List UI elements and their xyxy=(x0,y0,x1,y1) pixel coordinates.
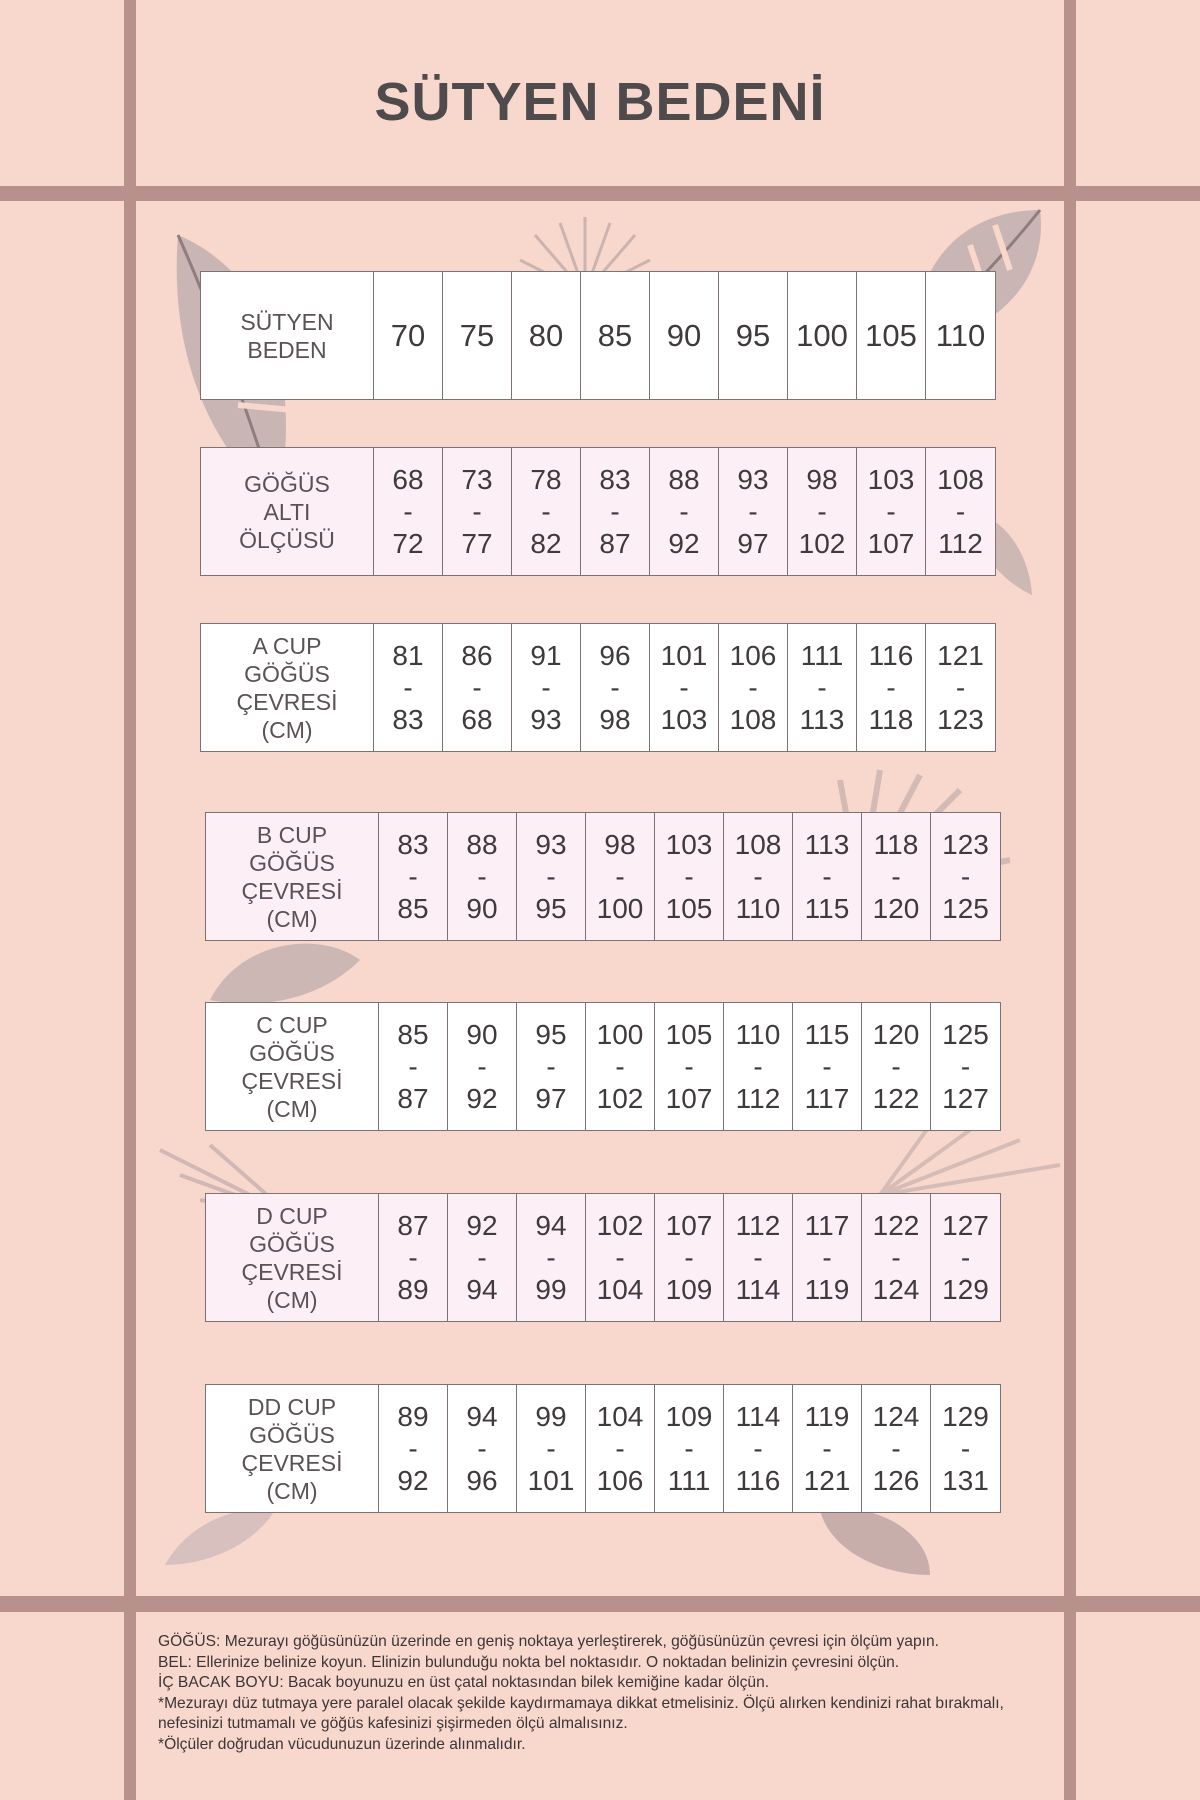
range-separator: - xyxy=(960,860,971,892)
range-start: 113 xyxy=(804,828,850,860)
range-start: 109 xyxy=(665,1400,713,1432)
row-label: B CUP GÖĞÜS ÇEVRESİ (CM) xyxy=(206,813,379,940)
range-end: 112 xyxy=(735,1082,781,1114)
value-cell xyxy=(857,448,926,575)
range-start: 78 xyxy=(530,463,562,495)
range-start: 73 xyxy=(461,463,493,495)
range-end: 95 xyxy=(535,892,567,924)
range-separator: - xyxy=(615,860,625,892)
range-end: 109 xyxy=(665,1273,713,1305)
value-cell xyxy=(512,624,581,751)
range-separator: - xyxy=(546,1432,556,1464)
note-gogus: GÖĞÜS: Mezurayı göğüsünüzün üzerinde en geniş noktaya yerleştirerek, göğüsünüzün çevresi için ölçüm yapın. xyxy=(158,1633,939,1650)
range-separator: - xyxy=(753,1050,763,1082)
size-table-d-cup xyxy=(205,1193,1001,1322)
range-start: 99 xyxy=(535,1400,567,1432)
range-end: 82 xyxy=(530,527,562,559)
range-start: 70 xyxy=(390,317,426,353)
value-cell xyxy=(448,1003,517,1130)
range-end: 102 xyxy=(798,527,846,559)
range-start: 86 xyxy=(461,639,493,671)
range-separator: - xyxy=(891,1050,901,1082)
range-end: 90 xyxy=(466,892,498,924)
range-start: 108 xyxy=(734,828,782,860)
range-end: 100 xyxy=(596,892,644,924)
range-start: 110 xyxy=(735,1018,781,1050)
range-end: 129 xyxy=(942,1273,989,1305)
range-end: 101 xyxy=(527,1464,575,1496)
value-cell xyxy=(650,272,719,399)
range-end: 96 xyxy=(466,1464,498,1496)
range-start: 80 xyxy=(528,317,564,353)
value-cell xyxy=(724,813,793,940)
range-start: 95 xyxy=(735,317,771,353)
range-separator: - xyxy=(684,1050,694,1082)
measurement-notes xyxy=(158,1632,1058,1755)
value-cell xyxy=(586,1194,655,1321)
note-ic-bacak: İÇ BACAK BOYU: Bacak boyunuzu en üst çatal noktasından bilek kemiğine kadar ölçün. xyxy=(158,1674,770,1691)
value-cell xyxy=(443,448,512,575)
range-start: 112 xyxy=(735,1209,781,1241)
size-table-b-cup xyxy=(205,812,1001,941)
range-separator: - xyxy=(610,671,620,703)
value-cell xyxy=(448,1385,517,1512)
range-separator: - xyxy=(546,1241,556,1273)
value-cell xyxy=(931,813,1000,940)
range-separator: - xyxy=(822,1241,832,1273)
value-cell xyxy=(374,272,443,399)
range-end: 83 xyxy=(392,703,424,735)
range-end: 105 xyxy=(665,892,713,924)
range-end: 98 xyxy=(599,703,631,735)
value-cell xyxy=(862,813,931,940)
range-start: 108 xyxy=(937,463,984,495)
range-start: 124 xyxy=(872,1400,920,1432)
range-start: 111 xyxy=(800,639,844,671)
range-end: 87 xyxy=(599,527,631,559)
range-separator: - xyxy=(684,1241,694,1273)
range-end: 99 xyxy=(535,1273,567,1305)
value-cell xyxy=(931,1003,1000,1130)
note-bel: BEL: Ellerinize belinize koyun. Elinizin bulunduğu nokta bel noktasıdır. O noktadan belinizin çevresini ölçün. xyxy=(158,1653,900,1671)
range-end: 92 xyxy=(466,1082,498,1114)
range-start: 94 xyxy=(535,1209,567,1241)
range-separator: - xyxy=(955,671,966,703)
value-cell xyxy=(448,813,517,940)
range-start: 123 xyxy=(942,828,989,860)
value-cell xyxy=(650,448,719,575)
range-start: 121 xyxy=(937,639,984,671)
value-cell xyxy=(788,624,857,751)
range-end: 72 xyxy=(392,527,424,559)
value-cell xyxy=(655,1385,724,1512)
value-cell xyxy=(379,1194,448,1321)
range-end: 118 xyxy=(868,703,914,735)
range-end: 125 xyxy=(942,892,989,924)
value-cell xyxy=(724,1003,793,1130)
value-cell xyxy=(655,1194,724,1321)
range-start: 90 xyxy=(466,1018,498,1050)
value-cell xyxy=(581,624,650,751)
range-end: 115 xyxy=(804,892,850,924)
value-cell xyxy=(512,272,581,399)
value-cell xyxy=(374,448,443,575)
range-separator: - xyxy=(960,1432,971,1464)
range-separator: - xyxy=(408,1432,418,1464)
value-cell xyxy=(719,272,788,399)
range-end: 97 xyxy=(737,527,769,559)
value-cell xyxy=(724,1385,793,1512)
range-end: 112 xyxy=(938,527,983,559)
frame-bar-bottom xyxy=(0,1596,1200,1612)
page-title: SÜTYEN BEDENİ xyxy=(374,72,826,132)
value-cell xyxy=(719,624,788,751)
range-start: 81 xyxy=(392,639,424,671)
range-end: 117 xyxy=(804,1082,850,1114)
value-cell xyxy=(374,624,443,751)
range-start: 102 xyxy=(596,1209,644,1241)
value-cell xyxy=(793,1385,862,1512)
value-cell xyxy=(862,1194,931,1321)
row-label: DD CUP GÖĞÜS ÇEVRESİ (CM) xyxy=(206,1385,379,1512)
range-separator: - xyxy=(748,495,758,527)
range-end: 114 xyxy=(735,1273,781,1305)
palm-leaf-icon xyxy=(870,1120,1070,1200)
range-separator: - xyxy=(477,1050,487,1082)
range-separator: - xyxy=(472,671,482,703)
range-separator: - xyxy=(822,860,832,892)
range-separator: - xyxy=(753,860,763,892)
range-separator: - xyxy=(408,860,418,892)
range-end: 87 xyxy=(397,1082,429,1114)
range-start: 93 xyxy=(535,828,567,860)
value-cell xyxy=(926,448,995,575)
range-start: 101 xyxy=(660,639,708,671)
value-cell xyxy=(586,813,655,940)
value-cell xyxy=(517,1385,586,1512)
range-start: 88 xyxy=(668,463,700,495)
range-separator: - xyxy=(546,860,556,892)
value-cell xyxy=(788,448,857,575)
range-separator: - xyxy=(615,1432,625,1464)
range-end: 94 xyxy=(466,1273,498,1305)
row-label: D CUP GÖĞÜS ÇEVRESİ (CM) xyxy=(206,1194,379,1321)
range-end: 120 xyxy=(872,892,920,924)
range-start: 117 xyxy=(804,1209,850,1241)
range-end: 119 xyxy=(804,1273,850,1305)
range-separator: - xyxy=(477,1432,487,1464)
size-table-a-cup xyxy=(200,623,996,752)
value-cell xyxy=(655,813,724,940)
size-table-dd-cup xyxy=(205,1384,1001,1513)
range-separator: - xyxy=(403,671,413,703)
range-start: 94 xyxy=(466,1400,498,1432)
range-start: 119 xyxy=(804,1400,850,1432)
row-label: SÜTYEN BEDEN xyxy=(201,272,374,399)
row-label: A CUP GÖĞÜS ÇEVRESİ (CM) xyxy=(201,624,374,751)
range-start: 114 xyxy=(735,1400,781,1432)
value-cell xyxy=(517,1003,586,1130)
range-start: 96 xyxy=(599,639,631,671)
value-cell xyxy=(926,624,995,751)
range-start: 98 xyxy=(806,463,838,495)
range-end: 102 xyxy=(596,1082,644,1114)
range-start: 103 xyxy=(867,463,915,495)
range-separator: - xyxy=(886,671,896,703)
range-end: 77 xyxy=(461,527,493,559)
range-start: 103 xyxy=(665,828,713,860)
range-end: 124 xyxy=(872,1273,920,1305)
range-start: 89 xyxy=(397,1400,429,1432)
range-start: 104 xyxy=(596,1400,644,1432)
row-label: GÖĞÜS ALTI ÖLÇÜSÜ xyxy=(201,448,374,575)
range-end: 121 xyxy=(803,1464,851,1496)
range-separator: - xyxy=(891,1432,901,1464)
range-end: 127 xyxy=(942,1082,989,1114)
value-cell xyxy=(512,448,581,575)
range-separator: - xyxy=(541,671,551,703)
range-start: 116 xyxy=(868,639,914,671)
range-end: 106 xyxy=(596,1464,644,1496)
range-end: 108 xyxy=(729,703,777,735)
range-separator: - xyxy=(684,1432,694,1464)
value-cell xyxy=(793,1194,862,1321)
frame-bar-right xyxy=(1064,0,1076,1800)
range-end: 68 xyxy=(461,703,493,735)
range-separator: - xyxy=(817,495,827,527)
value-cell xyxy=(793,1003,862,1130)
frame-bar-top xyxy=(0,186,1200,201)
range-separator: - xyxy=(960,1050,971,1082)
value-cell xyxy=(379,813,448,940)
range-start: 118 xyxy=(873,828,919,860)
range-end: 123 xyxy=(937,703,984,735)
range-separator: - xyxy=(822,1050,832,1082)
value-cell xyxy=(443,272,512,399)
value-cell xyxy=(862,1385,931,1512)
range-separator: - xyxy=(817,671,827,703)
range-end: 126 xyxy=(872,1464,920,1496)
range-end: 111 xyxy=(667,1464,711,1496)
range-start: 129 xyxy=(942,1400,989,1432)
range-separator: - xyxy=(753,1241,763,1273)
range-end: 104 xyxy=(596,1273,644,1305)
range-start: 68 xyxy=(392,463,424,495)
value-cell xyxy=(724,1194,793,1321)
value-cell xyxy=(931,1385,1000,1512)
value-cell xyxy=(581,272,650,399)
value-cell xyxy=(517,1194,586,1321)
value-cell xyxy=(379,1003,448,1130)
value-cell xyxy=(857,272,926,399)
range-start: 91 xyxy=(530,639,562,671)
range-end: 113 xyxy=(799,703,845,735)
range-start: 100 xyxy=(596,1018,644,1050)
range-separator: - xyxy=(477,860,487,892)
range-start: 87 xyxy=(397,1209,429,1241)
range-separator: - xyxy=(408,1050,418,1082)
range-start: 105 xyxy=(665,1018,713,1050)
range-start: 93 xyxy=(737,463,769,495)
row-label: C CUP GÖĞÜS ÇEVRESİ (CM) xyxy=(206,1003,379,1130)
range-separator: - xyxy=(955,495,966,527)
value-cell xyxy=(931,1194,1000,1321)
frame-bar-left xyxy=(124,0,136,1800)
range-end: 107 xyxy=(665,1082,713,1114)
range-start: 110 xyxy=(935,317,986,353)
value-cell xyxy=(788,272,857,399)
range-end: 107 xyxy=(867,527,915,559)
range-end: 103 xyxy=(660,703,708,735)
range-end: 110 xyxy=(735,892,781,924)
value-cell xyxy=(379,1385,448,1512)
range-start: 100 xyxy=(796,317,848,353)
range-end: 92 xyxy=(668,527,700,559)
value-cell xyxy=(448,1194,517,1321)
range-separator: - xyxy=(546,1050,556,1082)
range-separator: - xyxy=(610,495,620,527)
range-start: 125 xyxy=(942,1018,989,1050)
range-separator: - xyxy=(615,1050,625,1082)
range-start: 83 xyxy=(599,463,631,495)
value-cell xyxy=(719,448,788,575)
range-separator: - xyxy=(891,1241,901,1273)
value-cell xyxy=(655,1003,724,1130)
size-table-gogus-alti xyxy=(200,447,996,576)
value-cell xyxy=(862,1003,931,1130)
range-end: 93 xyxy=(530,703,562,735)
range-end: 116 xyxy=(735,1464,781,1496)
value-cell xyxy=(650,624,719,751)
value-cell xyxy=(586,1385,655,1512)
range-start: 105 xyxy=(865,317,917,353)
range-start: 127 xyxy=(942,1209,989,1241)
value-cell xyxy=(443,624,512,751)
range-start: 85 xyxy=(597,317,633,353)
range-separator: - xyxy=(403,495,413,527)
range-separator: - xyxy=(615,1241,625,1273)
range-start: 75 xyxy=(459,317,495,353)
range-separator: - xyxy=(960,1241,971,1273)
range-start: 120 xyxy=(872,1018,920,1050)
range-end: 131 xyxy=(942,1464,989,1496)
range-separator: - xyxy=(541,495,551,527)
monstera-leaf-icon xyxy=(200,930,370,1010)
value-cell xyxy=(517,813,586,940)
range-separator: - xyxy=(822,1432,832,1464)
value-cell xyxy=(926,272,995,399)
size-table-sutyen-beden xyxy=(200,271,996,400)
range-start: 115 xyxy=(804,1018,850,1050)
range-separator: - xyxy=(684,860,694,892)
range-start: 107 xyxy=(665,1209,713,1241)
note-mezura: *Mezurayı düz tutmaya yere paralel olacak şekilde kaydırmamaya dikkat etmelisiniz. Ölçü alırken kendinizi rahat bırakmalı, nefesinizi tutmamalı ve göğüs kafesinizi şişirmeden ölçü almalısınız. xyxy=(158,1694,1004,1732)
range-separator: - xyxy=(679,495,689,527)
value-cell xyxy=(586,1003,655,1130)
range-separator: - xyxy=(886,495,896,527)
range-start: 98 xyxy=(604,828,636,860)
range-end: 89 xyxy=(397,1273,429,1305)
value-cell xyxy=(581,448,650,575)
range-start: 88 xyxy=(466,828,498,860)
range-end: 122 xyxy=(872,1082,920,1114)
range-end: 92 xyxy=(397,1464,429,1496)
range-separator: - xyxy=(679,671,689,703)
range-separator: - xyxy=(477,1241,487,1273)
range-start: 92 xyxy=(466,1209,498,1241)
value-cell xyxy=(857,624,926,751)
range-end: 85 xyxy=(397,892,429,924)
range-start: 90 xyxy=(666,317,702,353)
range-start: 106 xyxy=(729,639,777,671)
range-end: 97 xyxy=(535,1082,567,1114)
range-start: 85 xyxy=(397,1018,429,1050)
range-start: 83 xyxy=(397,828,429,860)
note-olculer: *Ölçüler doğrudan vücudunuzun üzerinde alınmalıdır. xyxy=(158,1735,526,1753)
range-separator: - xyxy=(472,495,482,527)
range-separator: - xyxy=(891,860,901,892)
range-start: 95 xyxy=(535,1018,567,1050)
range-start: 122 xyxy=(872,1209,920,1241)
range-separator: - xyxy=(753,1432,763,1464)
value-cell xyxy=(793,813,862,940)
size-table-c-cup xyxy=(205,1002,1001,1131)
range-separator: - xyxy=(748,671,758,703)
range-separator: - xyxy=(408,1241,418,1273)
